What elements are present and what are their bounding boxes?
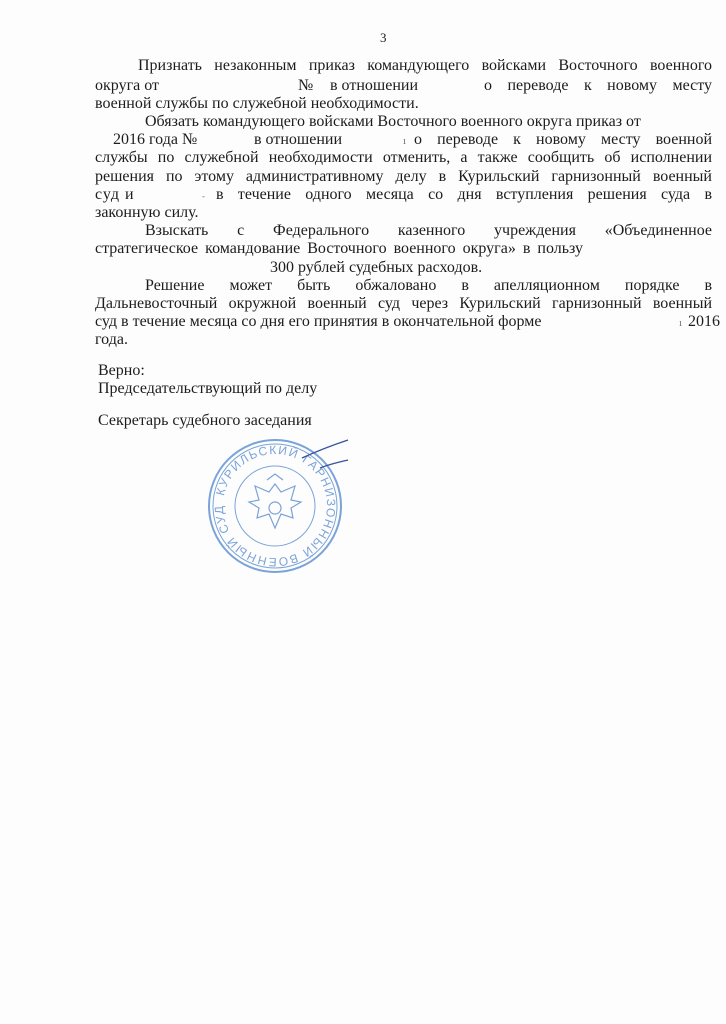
text-segment: в отношении <box>330 77 419 94</box>
text-segment: округа от <box>95 77 160 94</box>
stamp-ring-text: КУРИЛЬСКИЙ ГАРНИЗОННЫЙ ВОЕННЫЙ СУД <box>211 442 339 570</box>
double-headed-eagle-icon <box>249 474 301 528</box>
paragraph-line: 300 рублей судебных расходов. <box>270 259 483 276</box>
paragraph-line: Признать незаконным приказ командующего войсками Восточного военного <box>138 57 712 74</box>
text-segment: о переводе к новому месту военной <box>414 131 712 148</box>
text-segment: в течение одного месяца со дня вступления решения суда в <box>216 186 712 203</box>
paragraph-line: стратегическое командование Восточного военного округа» в пользу <box>95 240 583 257</box>
paragraph-line: военной службы по служебной необходимости. <box>95 95 419 112</box>
text-segment: 2016 года № <box>113 131 198 148</box>
verified-label: Верно: <box>98 362 145 379</box>
paragraph-line: Решение может быть обжаловано в апелляционном порядке в <box>145 277 712 294</box>
presiding-judge-label: Председательствующий по делу <box>98 380 318 397</box>
paragraph-line: Дальневосточный окружной военный суд через Курильский гарнизонный военный <box>95 295 712 312</box>
text-segment: о переводе к новому месту <box>484 77 712 94</box>
court-secretary-label: Секретарь судебного заседания <box>98 412 312 429</box>
paragraph-line: Обязать командующего войсками Восточного военного округа приказ от <box>145 113 641 130</box>
redaction-mark: - <box>202 191 205 201</box>
redaction-mark: ı <box>679 317 683 329</box>
text-segment: в отношении <box>254 131 343 148</box>
text-segment: суд в течение месяца со дня его принятия в окончательной форме <box>95 313 542 330</box>
text-segment: суд и <box>95 186 135 203</box>
paragraph-line: решения по этому административному делу в Курильский гарнизонный военный <box>95 168 712 185</box>
page-number: 3 <box>380 30 387 45</box>
text-segment: № <box>298 77 314 94</box>
paragraph-line: службы по служебной необходимости отменить, а также сообщить об исполнении <box>95 149 712 166</box>
redaction-mark: ı <box>403 135 407 147</box>
text-segment: 2016 <box>688 313 720 330</box>
paragraph-line: Взыскать с Федерального казенного учреждения «Объединенное <box>145 222 712 239</box>
paragraph-line: года. <box>95 331 128 348</box>
paragraph-line: законную силу. <box>95 204 199 221</box>
handwritten-signature <box>300 438 350 473</box>
